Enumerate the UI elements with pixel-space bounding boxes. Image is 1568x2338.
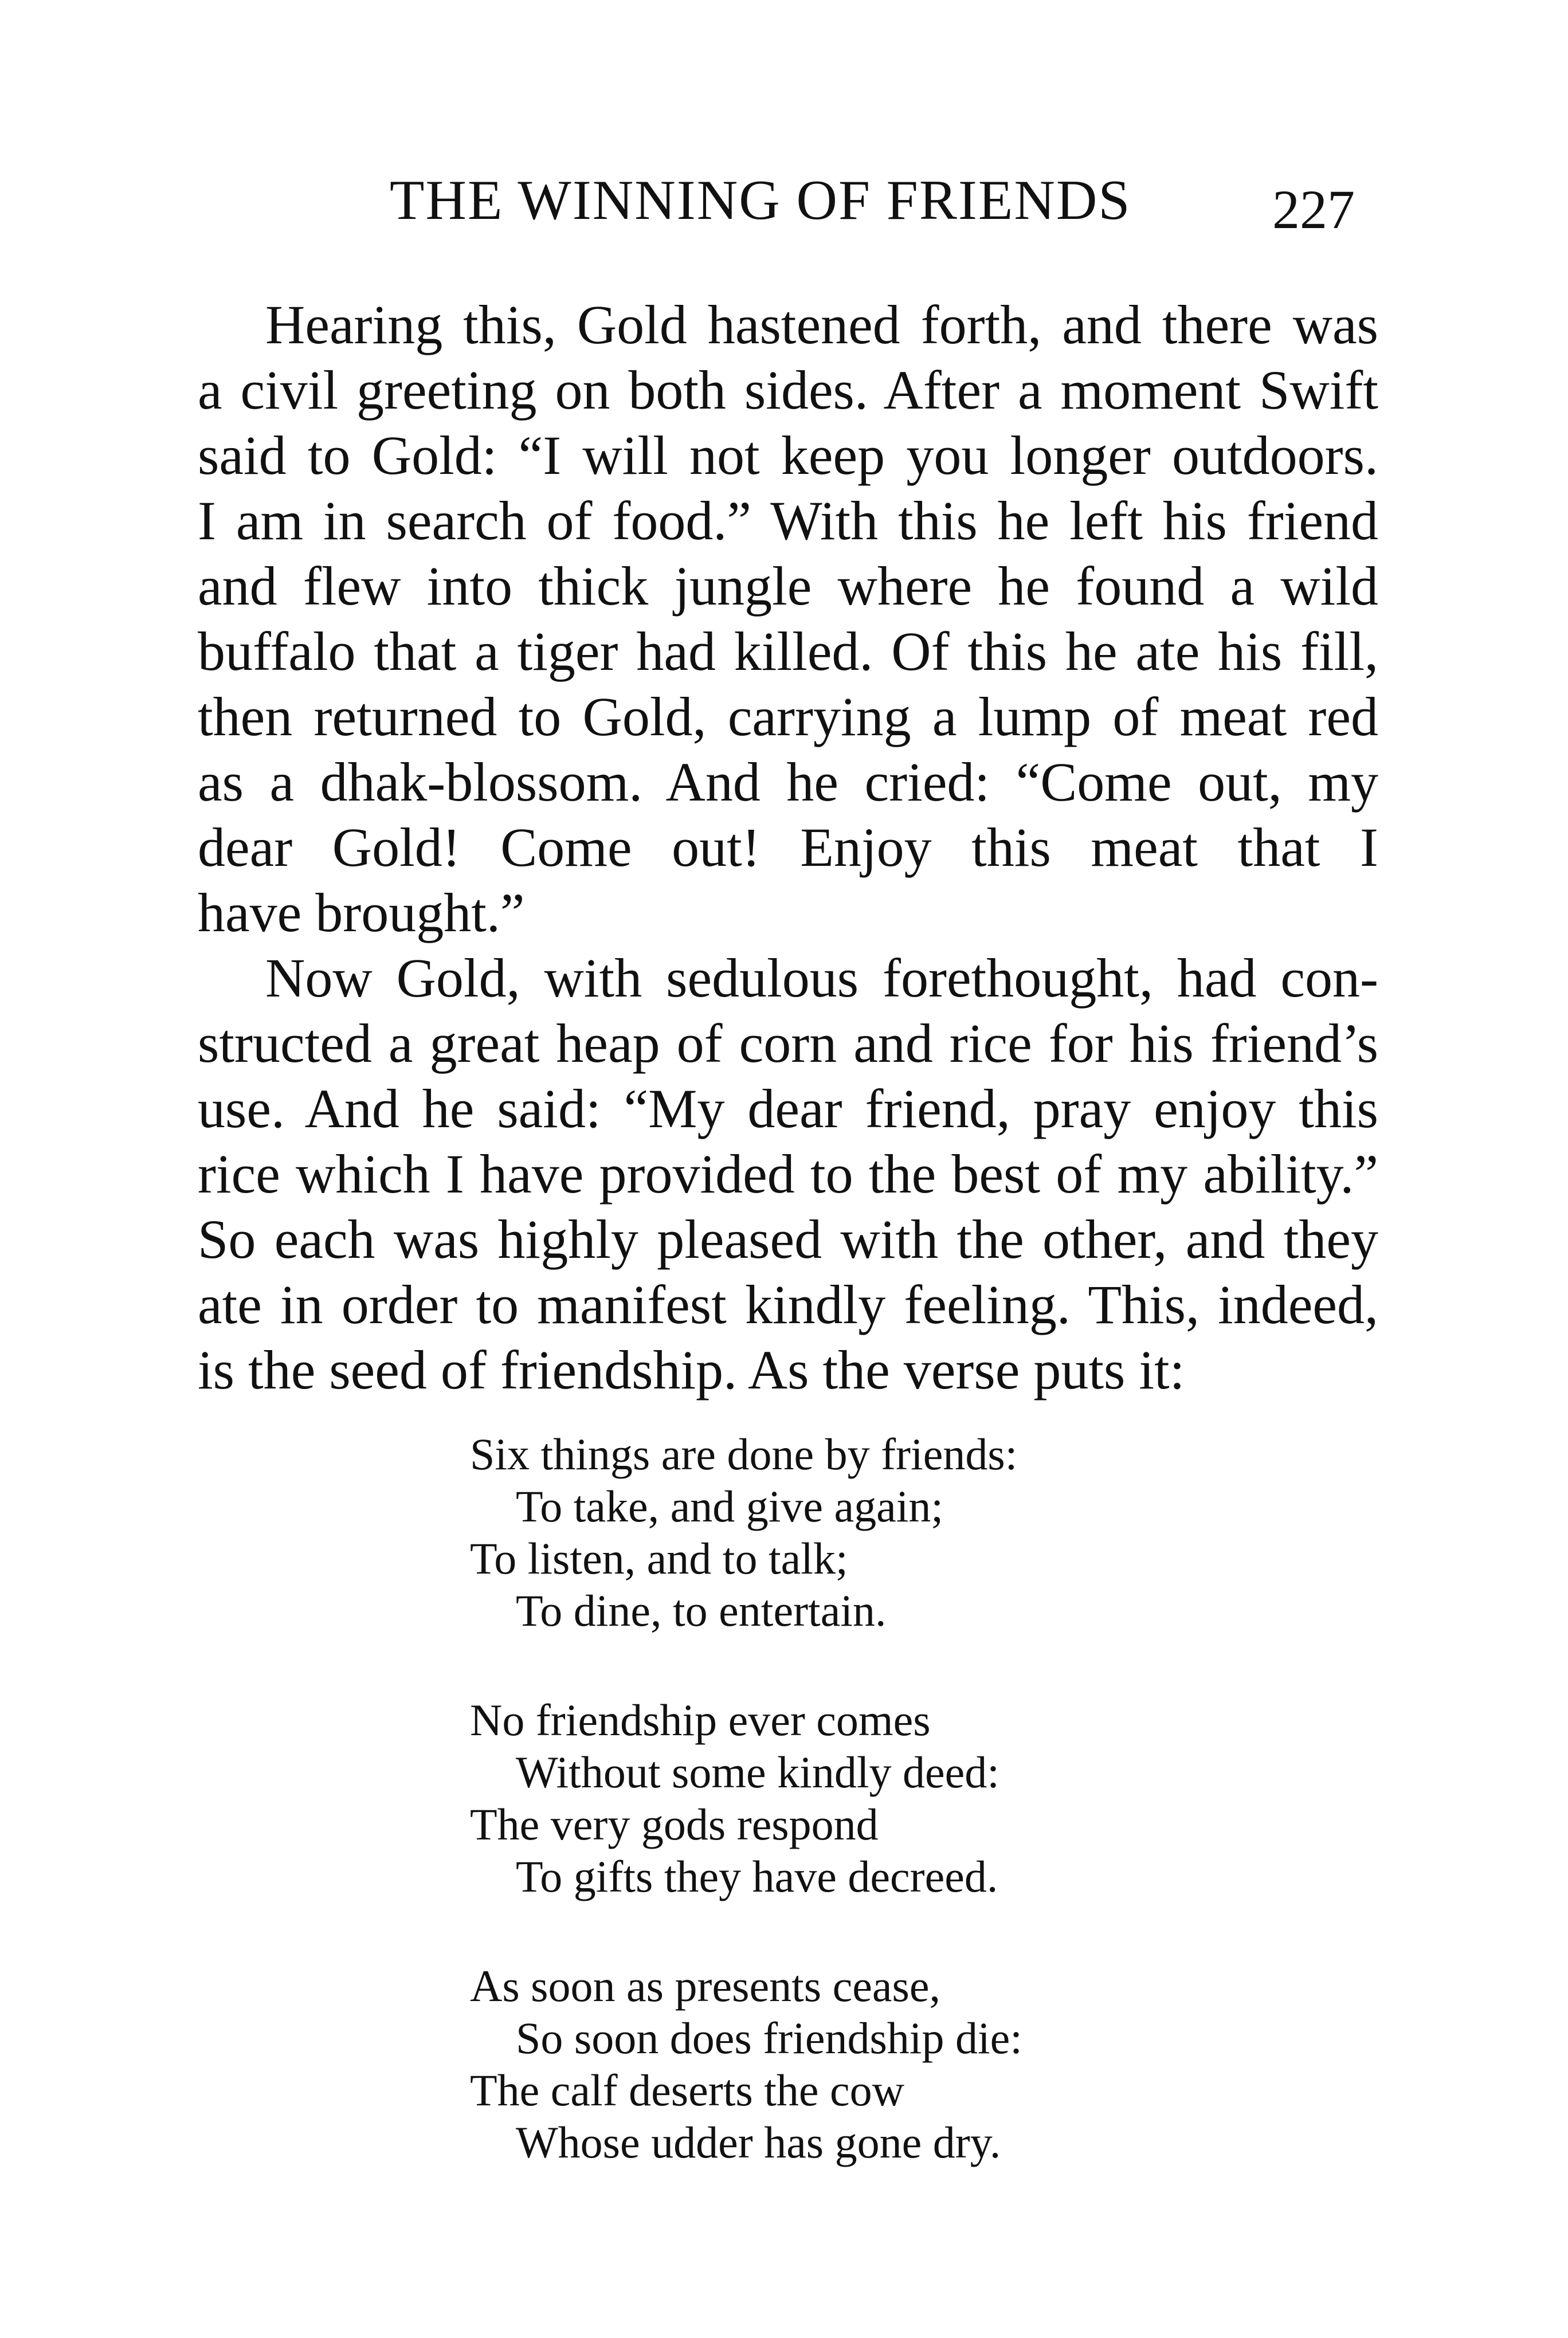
verse-line: So soon does friendship die: (516, 2013, 1022, 2063)
text-line: buffalo that a tiger had killed. Of this he ate his fill, (198, 621, 1378, 682)
text-line: Hearing this, Gold hastened forth, and there was (265, 294, 1378, 355)
text-line: dear Gold! Come out! Enjoy this meat that I (198, 817, 1378, 878)
verse-line: The calf deserts the cow (470, 2065, 904, 2115)
verse-block (470, 1428, 1158, 2226)
text-line: use. And he said: “My dear friend, pray enjoy this (198, 1078, 1378, 1139)
verse-line: To listen, and to talk; (470, 1533, 848, 1583)
stanza-1 (470, 1428, 1158, 1637)
text-line: structed a great heap of corn and rice for his friend’s (198, 1013, 1378, 1074)
verse-line: Whose udder has gone dry. (516, 2117, 1001, 2167)
paragraph-2 (198, 946, 1378, 1403)
text-line: have brought.” (198, 882, 525, 943)
text-line: Now Gold, with sedulous forethought, had con- (265, 947, 1378, 1009)
text-line: I am in search of food.” With this he left his friend (198, 490, 1378, 551)
verse-line: To take, and give again; (516, 1481, 944, 1531)
text-line: said to Gold: “I will not keep you longer outdoors. (198, 425, 1378, 486)
stanza-3 (470, 1960, 1158, 2168)
verse-line: Six things are done by friends: (470, 1429, 1018, 1479)
text-line: rice which I have provided to the best of my ability.” (198, 1143, 1378, 1205)
stanza-2 (470, 1694, 1158, 1902)
paragraph-1 (198, 292, 1378, 946)
text-line: as a dhak-blossom. And he cried: “Come out, my (198, 751, 1378, 813)
verse-line: No friendship ever comes (470, 1695, 931, 1745)
verse-line: To dine, to entertain. (516, 1586, 887, 1635)
text-line: ate in order to manifest kindly feeling. This, indeed, (198, 1274, 1378, 1335)
text-line: a civil greeting on both sides. After a moment Swift (198, 359, 1378, 421)
verse-line: The very gods respond (470, 1799, 879, 1849)
text-line: and flew into thick jungle where he found a wild (198, 555, 1378, 617)
text-line: is the seed of friendship. As the verse puts it: (198, 1339, 1185, 1401)
text-line: So each was highly pleased with the other, and they (198, 1209, 1378, 1270)
page-number: 227 (1272, 179, 1355, 240)
verse-line: As soon as presents cease, (470, 1961, 940, 2011)
verse-line: Without some kindly deed: (516, 1747, 999, 1797)
verse-line: To gifts they have decreed. (516, 1851, 998, 1901)
text-line: then returned to Gold, carrying a lump of meat red (198, 686, 1378, 747)
prose-body (198, 292, 1378, 1403)
running-title: THE WINNING OF FRIENDS (390, 169, 1131, 232)
